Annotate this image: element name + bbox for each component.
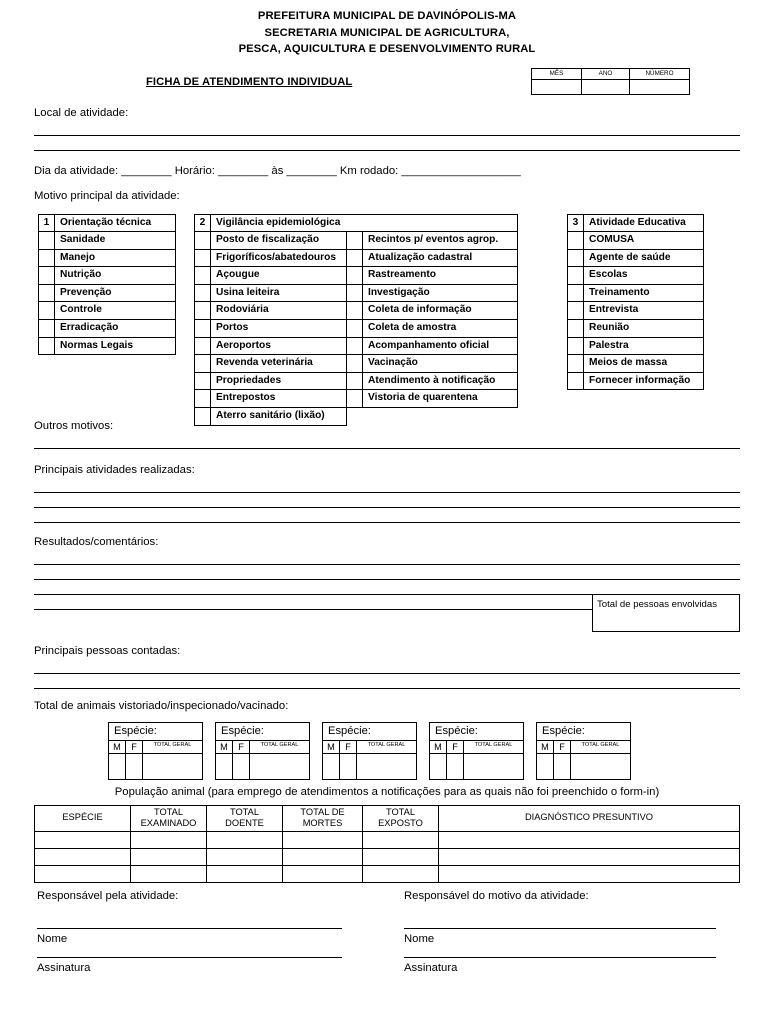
populacao-cell[interactable] xyxy=(363,831,439,848)
especie-col-f: F xyxy=(340,740,357,753)
especie-input-f[interactable] xyxy=(340,753,357,779)
motivo-checkbox-cell[interactable] xyxy=(195,355,211,373)
motivo-group-3-body xyxy=(568,214,704,390)
motivo-checkbox-cell[interactable] xyxy=(195,390,211,408)
especie-col-f: F xyxy=(447,740,464,753)
motivo-item-label: Palestra xyxy=(584,337,704,355)
label-motivo-principal: Motivo principal da atividade: xyxy=(34,189,180,202)
atividades-line-2[interactable] xyxy=(34,507,740,508)
table-row[interactable] xyxy=(35,848,740,865)
motivo-item-label: Atendimento à notificação xyxy=(363,372,518,390)
motivo-row[interactable] xyxy=(568,214,704,232)
motivo-checkbox-cell[interactable] xyxy=(39,320,55,338)
motivo-row[interactable] xyxy=(195,372,518,390)
motivo-checkbox-cell[interactable] xyxy=(39,232,55,250)
label-outros-motivos: Outros motivos: xyxy=(34,419,114,432)
motivo-empty-cell xyxy=(347,408,363,426)
especie-box xyxy=(108,722,203,780)
especie-col-total-geral: TOTAL GERAL xyxy=(464,740,524,753)
motivo-row[interactable] xyxy=(39,337,176,355)
resultados-line-1[interactable] xyxy=(34,564,740,565)
populacao-column-header: TOTAL EXPOSTO xyxy=(363,805,439,831)
motivo-row[interactable] xyxy=(39,302,176,320)
populacao-cell[interactable] xyxy=(283,848,363,865)
motivo-item-label: Posto de fiscalização xyxy=(211,232,347,250)
motivo-item-label: Propriedades xyxy=(211,372,347,390)
motivo-checkbox-cell[interactable] xyxy=(347,320,363,338)
especie-col-total-geral: TOTAL GERAL xyxy=(571,740,631,753)
especie-input-total[interactable] xyxy=(357,753,417,779)
motivo-group-2-body xyxy=(195,214,518,425)
populacao-cell[interactable] xyxy=(131,848,207,865)
motivo-checkbox-cell[interactable] xyxy=(195,284,211,302)
especie-header-label[interactable]: Espécie: xyxy=(430,722,524,740)
populacao-column-header: DIAGNÓSTICO PRESUNTIVO xyxy=(439,805,740,831)
motivo-checkbox-cell[interactable] xyxy=(568,302,584,320)
motivo-empty-cell xyxy=(363,408,518,426)
populacao-column-header: ESPÉCIE xyxy=(35,805,131,831)
motivo-row[interactable] xyxy=(568,249,704,267)
motivo-item-label: Coleta de amostra xyxy=(363,320,518,338)
populacao-cell[interactable] xyxy=(207,865,283,882)
header-cell-mes: MÊS xyxy=(532,68,582,79)
motivo-item-label: Aterro sanitário (lixão) xyxy=(211,408,347,426)
motivo-item-label: Portos xyxy=(211,320,347,338)
populacao-cell[interactable] xyxy=(439,848,740,865)
label-total-animais: Total de animais vistoriado/inspecionado/vacinado: xyxy=(34,699,289,712)
motivo-checkbox-cell[interactable] xyxy=(568,232,584,250)
motivo-checkbox-cell[interactable] xyxy=(195,302,211,320)
motivo-item-label: Entrepostos xyxy=(211,390,347,408)
motivo-checkbox-cell[interactable] xyxy=(39,249,55,267)
especie-col-m: M xyxy=(537,740,554,753)
especie-input-m[interactable] xyxy=(109,753,126,779)
motivo-group-1-table xyxy=(38,214,176,356)
motivo-item-label: Usina leiteira xyxy=(211,284,347,302)
title-row xyxy=(34,70,740,106)
especie-input-f[interactable] xyxy=(554,753,571,779)
populacao-cell[interactable] xyxy=(439,865,740,882)
header-cell-numero: NÚMERO xyxy=(630,68,690,79)
total-pessoas-row xyxy=(34,594,740,632)
motivo-row[interactable] xyxy=(568,267,704,285)
especie-header-label[interactable]: Espécie: xyxy=(109,722,203,740)
label-left-assinatura: Assinatura xyxy=(37,961,91,974)
motivo-group-number: 3 xyxy=(568,214,584,232)
month-year-number-table xyxy=(531,68,690,95)
especie-col-total-geral: TOTAL GERAL xyxy=(357,740,417,753)
motivo-row[interactable] xyxy=(39,284,176,302)
page-title: FICHA DE ATENDIMENTO INDIVIDUAL xyxy=(146,75,353,88)
motivo-row[interactable] xyxy=(195,249,518,267)
motivo-row[interactable] xyxy=(39,232,176,250)
local-atividade-lines xyxy=(34,135,740,151)
especie-input-m[interactable] xyxy=(216,753,233,779)
motivo-checkbox-cell[interactable] xyxy=(347,267,363,285)
header-cell-ano: ANO xyxy=(582,68,630,79)
motivo-checkbox-cell[interactable] xyxy=(195,232,211,250)
motivo-checkbox-cell[interactable] xyxy=(568,320,584,338)
especie-input-total[interactable] xyxy=(571,753,631,779)
motivo-row[interactable] xyxy=(195,267,518,285)
motivo-item-label: Frigoríficos/abatedouros xyxy=(211,249,347,267)
populacao-cell[interactable] xyxy=(131,865,207,882)
especie-col-m: M xyxy=(216,740,233,753)
motivo-item-label: Acompanhamento oficial xyxy=(363,337,518,355)
atividades-line-1[interactable] xyxy=(34,492,740,493)
motivo-checkbox-cell[interactable] xyxy=(195,320,211,338)
motivo-checkbox-cell[interactable] xyxy=(39,284,55,302)
populacao-cell[interactable] xyxy=(283,865,363,882)
motivo-item-label: Coleta de informação xyxy=(363,302,518,320)
input-ano[interactable] xyxy=(582,79,630,94)
motivo-row[interactable] xyxy=(195,355,518,373)
populacao-cell[interactable] xyxy=(35,848,131,865)
motivo-item-label: Vacinação xyxy=(363,355,518,373)
especie-header-label[interactable]: Espécie: xyxy=(537,722,631,740)
motivo-item-label: Revenda veterinária xyxy=(211,355,347,373)
motivo-checkbox-cell[interactable] xyxy=(347,390,363,408)
motivo-checkbox-cell[interactable] xyxy=(347,232,363,250)
motivo-item-label: Recintos p/ eventos agrop. xyxy=(363,232,518,250)
motivo-group-title: Orientação técnica xyxy=(55,214,176,232)
populacao-cell[interactable] xyxy=(35,831,131,848)
motivo-checkbox-cell[interactable] xyxy=(568,337,584,355)
motivo-row[interactable] xyxy=(195,337,518,355)
especie-col-total-geral: TOTAL GERAL xyxy=(250,740,310,753)
signature-block-right xyxy=(404,889,716,976)
label-local-atividade: Local de atividade: xyxy=(34,106,129,119)
especie-input-m[interactable] xyxy=(537,753,554,779)
populacao-animal-caption: População animal (para emprego de atendimentos a notificações para as quais não foi preenchido o form-in) xyxy=(114,785,660,798)
motivo-checkbox-cell[interactable] xyxy=(347,372,363,390)
motivo-item-label: Normas Legais xyxy=(55,337,176,355)
signature-block-left xyxy=(37,889,342,976)
motivo-item-label: Escolas xyxy=(584,267,704,285)
motivo-checkbox-cell[interactable] xyxy=(195,267,211,285)
label-left-nome: Nome xyxy=(37,932,68,945)
motivo-item-label: Treinamento xyxy=(584,284,704,302)
motivo-row[interactable] xyxy=(195,390,518,408)
motivo-row[interactable] xyxy=(195,284,518,302)
motivo-item-label: Controle xyxy=(55,302,176,320)
motivo-checkbox-cell[interactable] xyxy=(195,408,211,426)
motivo-item-label: Açougue xyxy=(211,267,347,285)
table-row[interactable] xyxy=(35,865,740,882)
motivo-row[interactable] xyxy=(39,249,176,267)
especie-header-label[interactable]: Espécie: xyxy=(323,722,417,740)
motivo-group-2-table xyxy=(194,214,518,426)
especie-box xyxy=(429,722,524,780)
motivo-item-label: Atualização cadastral xyxy=(363,249,518,267)
motivo-item-label: Nutrição xyxy=(55,267,176,285)
populacao-cell[interactable] xyxy=(131,831,207,848)
motivo-checkbox-cell[interactable] xyxy=(347,284,363,302)
motivo-item-label: Fornecer informação xyxy=(584,372,704,390)
especie-box xyxy=(215,722,310,780)
motivo-item-label: COMUSA xyxy=(584,232,704,250)
populacao-table-head xyxy=(35,805,740,831)
populacao-cell[interactable] xyxy=(207,831,283,848)
especie-col-m: M xyxy=(430,740,447,753)
resultados-line-3[interactable] xyxy=(34,594,596,595)
motivo-checkbox-cell[interactable] xyxy=(39,267,55,285)
motivo-checkbox-cell[interactable] xyxy=(347,249,363,267)
motivo-group-title: Vigilância epidemiológica xyxy=(211,214,518,232)
motivo-item-label: Agente de saúde xyxy=(584,249,704,267)
total-pessoas-envolvidas-box[interactable]: Total de pessoas envolvidas xyxy=(592,594,740,632)
motivo-item-label: Rastreamento xyxy=(363,267,518,285)
especie-input-total[interactable] xyxy=(143,753,203,779)
motivo-checkbox-cell[interactable] xyxy=(347,302,363,320)
especie-input-f[interactable] xyxy=(126,753,143,779)
label-right-assinatura: Assinatura xyxy=(404,961,458,974)
motivo-row[interactable] xyxy=(195,302,518,320)
input-numero[interactable] xyxy=(630,79,690,94)
header-line-1: PREFEITURA MUNICIPAL DE DAVINÓPOLIS-MA xyxy=(257,10,517,22)
motivo-item-label: Investigação xyxy=(363,284,518,302)
populacao-animal-table xyxy=(34,805,740,883)
motivo-row[interactable] xyxy=(195,214,518,232)
populacao-cell[interactable] xyxy=(283,831,363,848)
motivo-checkbox-cell[interactable] xyxy=(39,302,55,320)
especie-input-f[interactable] xyxy=(233,753,250,779)
motivo-item-label: Rodoviária xyxy=(211,302,347,320)
motivo-item-label: Vistoria de quarentena xyxy=(363,390,518,408)
motivo-row[interactable] xyxy=(568,302,704,320)
especie-col-total-geral: TOTAL GERAL xyxy=(143,740,203,753)
especie-col-m: M xyxy=(323,740,340,753)
resultados-line-2[interactable] xyxy=(34,579,740,580)
document-header xyxy=(34,8,740,58)
motivo-item-label: Manejo xyxy=(55,249,176,267)
principais-pessoas-lines xyxy=(34,673,740,689)
motivo-checkbox-cell[interactable] xyxy=(39,337,55,355)
motivo-row[interactable] xyxy=(195,320,518,338)
motivo-row[interactable] xyxy=(568,232,704,250)
motivo-checkbox-cell[interactable] xyxy=(568,267,584,285)
populacao-cell[interactable] xyxy=(363,848,439,865)
motivo-group-1-body xyxy=(39,214,176,355)
especie-col-f: F xyxy=(126,740,143,753)
populacao-column-header: TOTAL EXAMINADO xyxy=(131,805,207,831)
label-principais-atividades: Principais atividades realizadas: xyxy=(34,463,195,476)
motivo-row[interactable] xyxy=(39,320,176,338)
motivo-item-label: Erradicação xyxy=(55,320,176,338)
motivo-item-label: Prevenção xyxy=(55,284,176,302)
especie-boxes-row xyxy=(34,722,740,784)
motivo-checkbox-cell[interactable] xyxy=(568,355,584,373)
motivo-checkbox-cell[interactable] xyxy=(195,249,211,267)
label-dia-horario-km[interactable]: Dia da atividade: ________ Horário: ________ às ________ Km rodado: ___________________ xyxy=(34,164,521,177)
populacao-cell[interactable] xyxy=(363,865,439,882)
motivo-checkbox-cell[interactable] xyxy=(568,372,584,390)
signature-section xyxy=(34,889,740,981)
motivo-row[interactable] xyxy=(568,372,704,390)
populacao-header-row xyxy=(35,805,740,831)
motivo-row[interactable] xyxy=(195,408,518,426)
motivo-item-label: Aeroportos xyxy=(211,337,347,355)
header-line-2: SECRETARIA MUNICIPAL DE AGRICULTURA, xyxy=(264,26,510,39)
resultados-lines xyxy=(34,564,740,580)
motivo-checkbox-cell[interactable] xyxy=(195,337,211,355)
populacao-cell[interactable] xyxy=(207,848,283,865)
label-responsavel-motivo: Responsável do motivo da atividade: xyxy=(404,889,589,902)
motivo-group-number: 2 xyxy=(195,214,211,232)
especie-col-f: F xyxy=(233,740,250,753)
populacao-cell[interactable] xyxy=(439,831,740,848)
especie-input-f[interactable] xyxy=(447,753,464,779)
motivo-checkbox-cell[interactable] xyxy=(195,372,211,390)
especie-input-m[interactable] xyxy=(323,753,340,779)
populacao-column-header: TOTAL DOENTE xyxy=(207,805,283,831)
label-principais-pessoas: Principais pessoas contadas: xyxy=(34,644,181,657)
populacao-table-body xyxy=(35,831,740,882)
motivo-item-label: Sanidade xyxy=(55,232,176,250)
motivo-group-number: 1 xyxy=(39,214,55,232)
motivo-row[interactable] xyxy=(39,267,176,285)
resultados-line-4[interactable] xyxy=(34,609,596,610)
table-row[interactable] xyxy=(35,831,740,848)
especie-box xyxy=(536,722,631,780)
populacao-cell[interactable] xyxy=(35,865,131,882)
header-line-3: PESCA, AQUICULTURA E DESENVOLVIMENTO RURAL xyxy=(238,43,536,55)
especie-input-total[interactable] xyxy=(464,753,524,779)
populacao-column-header: TOTAL DE MORTES xyxy=(283,805,363,831)
motivo-item-label: Reunião xyxy=(584,320,704,338)
motivo-group-3-table xyxy=(567,214,704,391)
motivo-row[interactable] xyxy=(568,337,704,355)
motivo-tables xyxy=(34,214,740,422)
motivo-row[interactable] xyxy=(568,355,704,373)
input-mes[interactable] xyxy=(532,79,582,94)
pessoas-line-1[interactable] xyxy=(34,673,740,674)
label-resultados-comentarios: Resultados/comentários: xyxy=(34,535,159,548)
especie-col-f: F xyxy=(554,740,571,753)
motivo-row[interactable] xyxy=(195,232,518,250)
motivo-group-title: Atividade Educativa xyxy=(584,214,704,232)
motivo-checkbox-cell[interactable] xyxy=(568,249,584,267)
principais-atividades-lines xyxy=(34,492,740,523)
motivo-checkbox-cell[interactable] xyxy=(347,355,363,373)
motivo-row[interactable] xyxy=(568,320,704,338)
motivo-row[interactable] xyxy=(568,284,704,302)
especie-input-m[interactable] xyxy=(430,753,447,779)
especie-box xyxy=(322,722,417,780)
label-right-nome: Nome xyxy=(404,932,435,945)
motivo-row[interactable] xyxy=(39,214,176,232)
label-responsavel-atividade: Responsável pela atividade: xyxy=(37,889,179,902)
especie-header-label[interactable]: Espécie: xyxy=(216,722,310,740)
motivo-checkbox-cell[interactable] xyxy=(347,337,363,355)
motivo-item-label: Entrevista xyxy=(584,302,704,320)
especie-input-total[interactable] xyxy=(250,753,310,779)
local-atividade-line-1[interactable] xyxy=(34,135,740,136)
motivo-item-label: Meios de massa xyxy=(584,355,704,373)
especie-col-m: M xyxy=(109,740,126,753)
motivo-checkbox-cell[interactable] xyxy=(568,284,584,302)
